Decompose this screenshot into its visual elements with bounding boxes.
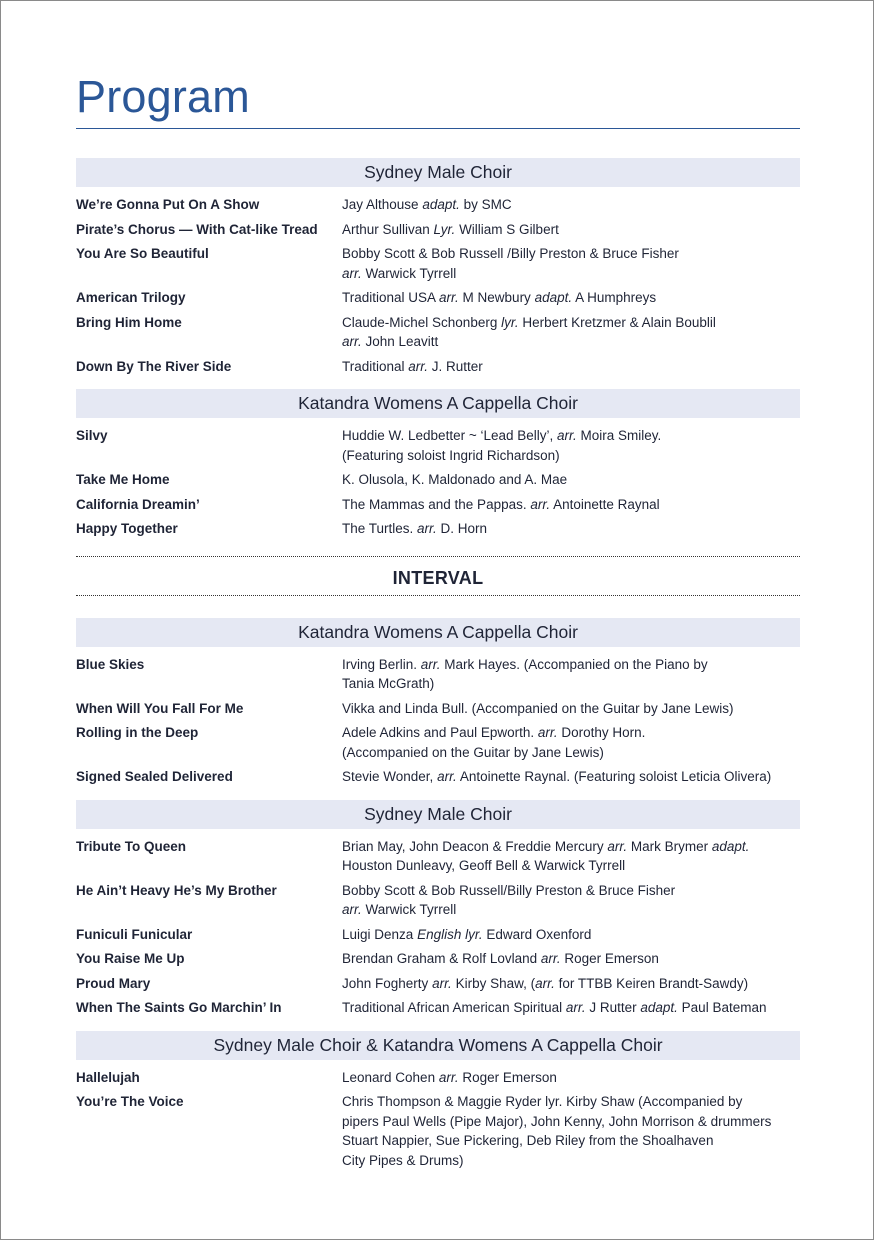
song-title: Blue Skies [76, 656, 145, 672]
credit-text: Brendan Graham & Rolf Lovland [342, 951, 541, 966]
program-row [76, 697, 800, 722]
program-section [76, 800, 800, 1021]
credit-term: arr. [432, 975, 452, 991]
program-row [76, 947, 800, 972]
credit-text: Vikka and Linda Bull. (Accompanied on the Guitar by Jane Lewis) [342, 700, 734, 716]
credit-term: arr. [530, 496, 551, 512]
song-title: American Trilogy [76, 290, 186, 305]
credit-text: Chris Thompson & Maggie Ryder lyr. Kirby Shaw (Accompanied by pipers Paul Wells (Pipe Major), John Kenny, John Morrison & drummers Stuart Nappier, Sue Pickering, Deb Riley from the Shoalhaven City Pipes & Drums) [342, 1094, 772, 1168]
song-credit [342, 288, 800, 308]
credit-text: Mark Brymer [627, 838, 712, 854]
credit-text: Warwick Tyrrell [361, 265, 457, 281]
credit-text: Jay Althouse [342, 197, 423, 212]
song-credit [342, 357, 800, 377]
program-first-half [76, 158, 800, 542]
credit-term: arr. [557, 428, 577, 443]
song-credit [342, 767, 800, 787]
song-credit [342, 519, 800, 539]
credit-term: arr. [438, 1069, 459, 1085]
song-title: Silvy [76, 428, 108, 443]
credit-text: J. Rutter [428, 358, 483, 374]
program-row [76, 835, 800, 879]
song-title: He Ain’t Heavy He’s My Brother [76, 882, 277, 898]
program-row [76, 493, 800, 518]
credit-text: Antoinette Raynal. (Featuring soloist Leticia Olivera) [456, 769, 772, 784]
credit-term: arr. [342, 334, 362, 349]
credit-text: Edward Oxenford [482, 926, 592, 942]
credit-text: K. Olusola, K. Maldonado and A. Mae [342, 472, 568, 487]
song-credit [342, 655, 800, 694]
song-title: You’re The Voice [76, 1094, 184, 1109]
credit-text: Traditional USA [342, 290, 440, 305]
song-credit [342, 974, 800, 994]
song-title: Rolling in the Deep [76, 725, 199, 740]
credit-term: adapt. [711, 838, 750, 854]
program-row [76, 218, 800, 243]
song-credit [342, 1068, 800, 1088]
credit-text: Mark Hayes. (Accompanied on the Piano by Tania McGrath) [342, 656, 708, 691]
song-title: Down By The River Side [76, 358, 232, 374]
credit-text: Paul Bateman [677, 1000, 767, 1015]
song-credit [342, 1092, 800, 1170]
credit-text: for TTBB Keiren Brandt-Sawdy) [554, 975, 749, 991]
program-row [76, 311, 800, 355]
interval-heading: INTERVAL [392, 567, 484, 588]
song-credit [342, 699, 800, 719]
credit-text: Dorothy Horn. (Accompanied on the Guitar by Jane Lewis) [342, 725, 646, 760]
program-row [76, 721, 800, 765]
credit-term: arr. [420, 656, 441, 672]
credit-text: Arthur Sullivan [342, 221, 434, 237]
credit-text: A Humphreys [572, 290, 657, 305]
credit-term: arr. [540, 951, 561, 966]
program-row [76, 286, 800, 311]
credit-text: The Mammas and the Pappas. [342, 496, 531, 512]
credit-term: arr. [439, 290, 459, 305]
song-title: Tribute To Queen [76, 838, 187, 854]
credit-term: adapt. [534, 290, 573, 305]
credit-text: Moira Smiley. (Featuring soloist Ingrid Richardson) [342, 428, 662, 463]
program-row [76, 1090, 800, 1173]
program-row [76, 517, 800, 542]
page-title: Program [76, 71, 250, 122]
song-credit [342, 244, 800, 283]
program-row [76, 653, 800, 697]
credit-text: Irving Berlin. [342, 656, 421, 672]
credit-text: Herbert Kretzmer & Alain Boublil [522, 314, 716, 330]
credit-text: Adele Adkins and Paul Epworth. [342, 725, 538, 740]
program-section [76, 618, 800, 790]
credit-term: arr. [408, 358, 429, 374]
credit-term: arr. [607, 838, 628, 854]
credit-text: John Fogherty [342, 975, 433, 991]
credit-term: arr. [342, 265, 362, 281]
credit-text: by SMC [459, 197, 512, 212]
credit-text: Brian May, John Deacon & Freddie Mercury [342, 838, 608, 854]
song-title: We’re Gonna Put On A Show [76, 197, 260, 212]
credit-text: The Turtles. [342, 521, 418, 536]
song-title: When The Saints Go Marchin’ In [76, 1000, 282, 1015]
song-title: You Raise Me Up [76, 951, 185, 966]
credit-text: Traditional [342, 358, 409, 374]
song-title: California Dreamin’ [76, 496, 200, 512]
credit-text: M Newbury [458, 290, 535, 305]
song-credit [342, 495, 800, 515]
credit-text: Stevie Wonder, [342, 769, 438, 784]
credit-text: Kirby Shaw, ( [451, 975, 536, 991]
credit-text: John Leavitt [361, 334, 439, 349]
song-credit [342, 426, 800, 465]
credit-term: English lyr. [417, 926, 483, 942]
song-credit [342, 881, 800, 920]
credit-text: Huddie W. Ledbetter ~ ‘Lead Belly’, [342, 428, 558, 443]
program-row [76, 879, 800, 923]
song-title: Take Me Home [76, 472, 170, 487]
song-credit [342, 195, 800, 215]
credit-term: arr. [437, 769, 457, 784]
credit-text: Leonard Cohen [342, 1069, 439, 1085]
song-credit [342, 220, 800, 240]
section-heading: Katandra Womens A Cappella Choir [76, 618, 800, 647]
program-section [76, 158, 800, 379]
song-title: Proud Mary [76, 975, 151, 991]
credit-text: Traditional African American Spiritual [342, 1000, 566, 1015]
song-credit [342, 998, 800, 1018]
credit-text: J Rutter [585, 1000, 641, 1015]
credit-text: Warwick Tyrrell [361, 902, 457, 917]
program-row [76, 468, 800, 493]
credit-text: Antoinette Raynal [550, 496, 660, 512]
program-row [76, 765, 800, 790]
credit-term: lyr. [501, 314, 519, 330]
credit-text: Bobby Scott & Bob Russell /Billy Preston & Bruce Fisher [342, 246, 679, 261]
song-title: You Are So Beautiful [76, 246, 209, 261]
credit-text: Bobby Scott & Bob Russell/Billy Preston & Bruce Fisher [342, 882, 676, 898]
song-credit [342, 470, 800, 490]
song-title: Funiculi Funicular [76, 926, 193, 942]
section-heading: Katandra Womens A Cappella Choir [76, 389, 800, 418]
song-credit [342, 837, 800, 876]
program-second-half [76, 618, 800, 1174]
song-title: When Will You Fall For Me [76, 700, 244, 716]
program-row [76, 242, 800, 286]
program-row [76, 424, 800, 468]
credit-term: adapt. [422, 197, 460, 212]
program-row [76, 996, 800, 1021]
song-title: Happy Together [76, 521, 178, 536]
credit-term: Lyr. [433, 221, 456, 237]
song-title: Hallelujah [76, 1069, 140, 1085]
song-credit [342, 925, 800, 945]
program-content [76, 71, 800, 1183]
credit-text: William S Gilbert [455, 221, 559, 237]
credit-text: Roger Emerson [560, 951, 659, 966]
song-credit [342, 313, 800, 352]
section-heading: Sydney Male Choir & Katandra Womens A Cappella Choir [76, 1031, 800, 1060]
program-row [76, 355, 800, 380]
song-credit [342, 723, 800, 762]
program-row [76, 923, 800, 948]
credit-term: arr. [537, 725, 558, 740]
section-heading: Sydney Male Choir [76, 158, 800, 187]
program-row [76, 1066, 800, 1091]
title-divider [76, 128, 800, 129]
program-section [76, 1031, 800, 1174]
song-title: Signed Sealed Delivered [76, 769, 233, 784]
program-row [76, 972, 800, 997]
credit-term: arr. [342, 902, 362, 917]
credit-text: Houston Dunleavy, Geoff Bell & Warwick Tyrrell [342, 858, 626, 873]
section-heading: Sydney Male Choir [76, 800, 800, 829]
credit-text: Roger Emerson [458, 1069, 557, 1085]
song-title: Pirate’s Chorus — With Cat-like Tread [76, 221, 318, 237]
song-title: Bring Him Home [76, 314, 182, 330]
credit-text: D. Horn [436, 521, 488, 536]
credit-term: arr. [565, 1000, 586, 1015]
credit-term: adapt. [640, 1000, 678, 1015]
credit-term: arr. [417, 521, 437, 536]
credit-text: Claude-Michel Schonberg [342, 314, 502, 330]
credit-text: Luigi Denza [342, 926, 418, 942]
credit-term: arr. [535, 975, 555, 991]
song-credit [342, 949, 800, 969]
program-section [76, 389, 800, 542]
program-row [76, 193, 800, 218]
